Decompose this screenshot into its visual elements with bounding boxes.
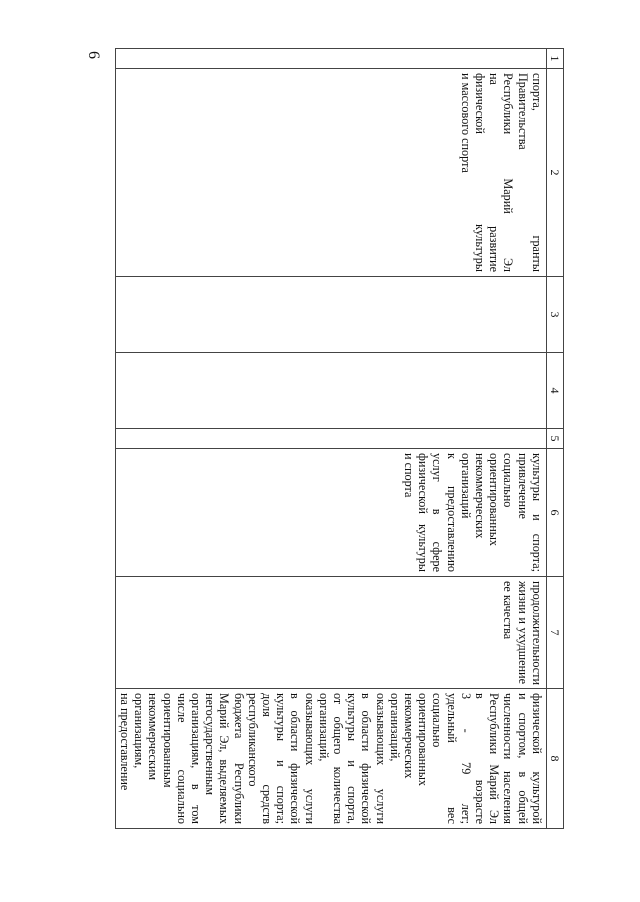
column-number-1: 1 (546, 49, 563, 69)
cell-text-line: продолжительности (529, 581, 544, 686)
column-number-6: 6 (546, 449, 563, 577)
cell-text-line: Марий Эл, выделяемых (217, 693, 232, 824)
cell-text-line: Республики Марий Эл (501, 73, 516, 272)
cell-text-line: удельный вес (444, 693, 459, 824)
column-number-3: 3 (546, 277, 563, 353)
cell-text-line: оказывающих услуги (373, 693, 388, 824)
cell-text-line: и спорта (401, 453, 416, 498)
cell-text-line: культуры и спорта; (274, 693, 289, 824)
cell-col-8 (115, 689, 546, 829)
cell-text-line: некоммерческим (146, 693, 161, 781)
program-table (112, 48, 564, 828)
cell-text-line: числе социально (174, 693, 189, 824)
cell-text-line: ориентированных (416, 693, 431, 787)
cell-text-line: Республики Марий Эл (487, 693, 502, 824)
cell-text-line: услуг в сфере (430, 453, 445, 572)
cell-text-line: организациям, в том (188, 693, 203, 824)
cell-col-7 (115, 577, 546, 689)
cell-text-line: доля средств (259, 693, 274, 824)
cell-text-line: культуры и спорта, (345, 693, 360, 824)
table-row (115, 49, 546, 829)
cell-text-line: Правительства (515, 73, 530, 150)
program-table-grid (115, 48, 564, 829)
cell-text-line: в возрасте (472, 693, 487, 824)
cell-text-line: ориентированных (487, 453, 502, 547)
cell-text-line: некоммерческих (401, 693, 416, 779)
cell-text-line: жизни и ухудшение (515, 581, 530, 684)
cell-text-line: ее качества (501, 581, 516, 640)
cell-text-line: привлечение (515, 453, 530, 519)
cell-text-line: и массового спорта (458, 73, 473, 173)
table-header-row (546, 49, 563, 829)
cell-text-line: культуры и спорта; (529, 453, 544, 572)
column-number-2: 2 (546, 69, 563, 277)
cell-text-line: физической культуры (416, 453, 431, 572)
cell-text-line: физической культурой (529, 693, 544, 824)
cell-text-line: и спортом, в общей (515, 693, 530, 824)
cell-text-line: некоммерческих (472, 453, 487, 539)
column-number-5: 5 (546, 429, 563, 449)
cell-text-line: негосударственным (203, 693, 218, 796)
cell-text-line: от общего количества (330, 693, 345, 824)
cell-text-line: социально (430, 693, 445, 748)
cell-col-4 (115, 353, 546, 429)
cell-col-3 (115, 277, 546, 353)
cell-text-line: 3 - 79 лет; (458, 693, 473, 824)
cell-text-line: организациям, (132, 693, 147, 769)
cell-text-line: республиканского (245, 693, 260, 787)
cell-text-line: численности населения (501, 693, 516, 824)
cell-col-6 (115, 449, 546, 577)
cell-text-line: к предоставлению (444, 453, 459, 572)
cell-text-line: в области физической (359, 693, 374, 824)
cell-text-line: на предоставление (117, 693, 132, 791)
column-number-8: 8 (546, 689, 563, 829)
cell-text-line: организаций, (387, 693, 402, 762)
cell-text-line: социально (501, 453, 516, 508)
column-number-4: 4 (546, 353, 563, 429)
cell-text-line: организаций, (316, 693, 331, 762)
cell-text-line: на развитие (487, 73, 502, 272)
cell-col-5 (115, 429, 546, 449)
column-number-7: 7 (546, 577, 563, 689)
cell-text-line: спорта, гранты (529, 73, 544, 272)
cell-text-line: физической культуры (472, 73, 487, 272)
cell-text-line: ориентированным (160, 693, 175, 788)
cell-text-line: бюджета Республики (231, 693, 246, 824)
page-number: 6 (85, 51, 102, 59)
cell-text-line: организаций (458, 453, 473, 519)
cell-col-2 (115, 69, 546, 277)
cell-text-line: оказывающих услуги (302, 693, 317, 824)
cell-col-1 (115, 49, 546, 69)
cell-text-line: в области физической (288, 693, 303, 824)
